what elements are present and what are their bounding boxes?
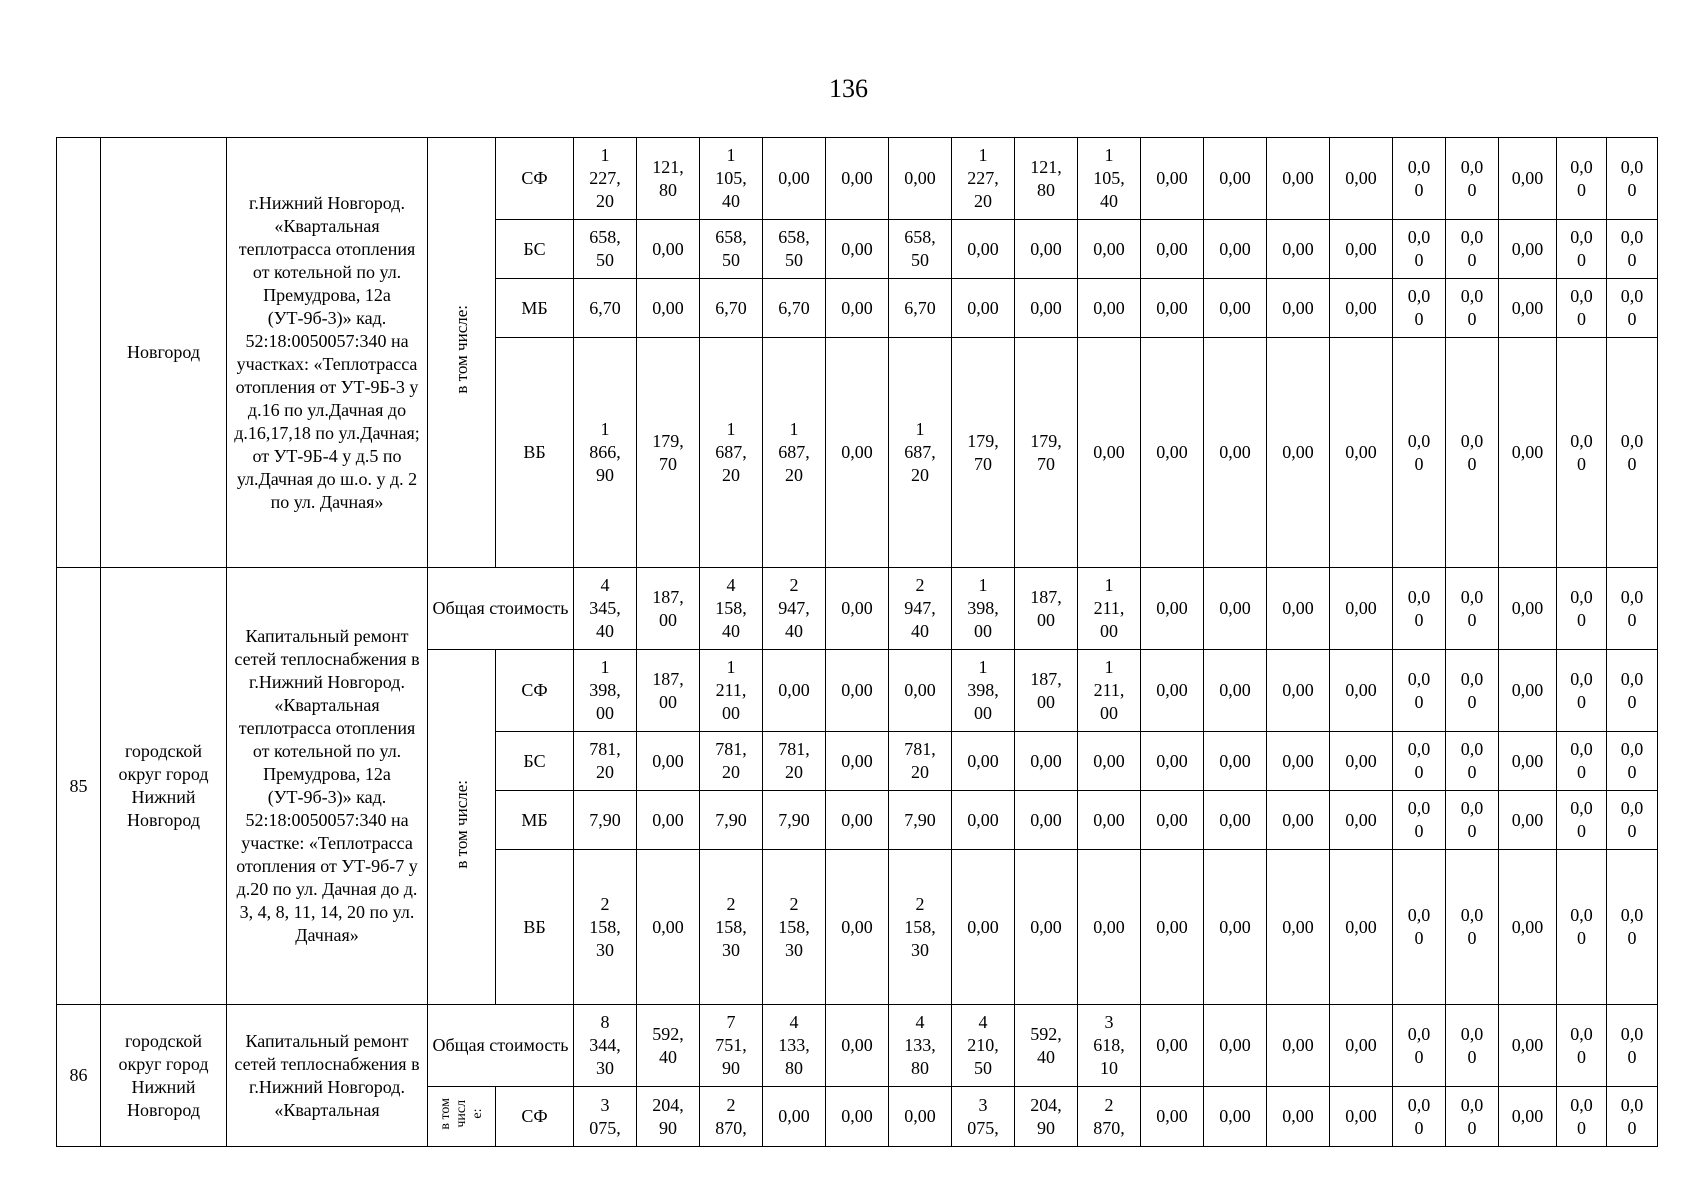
value-cell: 0,00: [1015, 791, 1078, 850]
value-cell: 0,00: [1330, 138, 1393, 220]
value-cell: 2 947, 40: [889, 568, 952, 650]
value-cell: 0,00: [1141, 338, 1204, 568]
value-cell: 0,0 0: [1446, 1005, 1499, 1087]
including-label-cell: [428, 138, 496, 568]
value-cell: 0,00: [1267, 138, 1330, 220]
value-cell: 0,00: [637, 279, 700, 338]
value-cell: 0,00: [1499, 279, 1557, 338]
including-label-cell: [428, 1087, 496, 1147]
total-cost-label: Общая стоимость: [428, 1005, 574, 1087]
value-cell: 0,00: [952, 220, 1015, 279]
value-cell: 0,00: [637, 732, 700, 791]
value-cell: 0,00: [1015, 279, 1078, 338]
value-cell: 658, 50: [574, 220, 637, 279]
value-cell: 0,0 0: [1393, 650, 1446, 732]
value-cell: 4 158, 40: [700, 568, 763, 650]
value-cell: 0,00: [826, 220, 889, 279]
value-cell: 187, 00: [1015, 650, 1078, 732]
value-cell: 187, 00: [637, 650, 700, 732]
value-cell: 0,0 0: [1557, 1005, 1607, 1087]
value-cell: 0,00: [1015, 220, 1078, 279]
value-cell: 781, 20: [889, 732, 952, 791]
value-cell: 0,00: [1499, 850, 1557, 1005]
value-cell: 1 211, 00: [1078, 568, 1141, 650]
value-cell: 0,00: [952, 732, 1015, 791]
total-cost-label: Общая стоимость: [428, 568, 574, 650]
value-cell: 0,00: [1204, 1087, 1267, 1147]
value-cell: 4 133, 80: [889, 1005, 952, 1087]
value-cell: 0,00: [763, 1087, 826, 1147]
value-cell: 0,0 0: [1607, 650, 1658, 732]
value-cell: 0,00: [826, 338, 889, 568]
value-cell: 0,00: [1499, 732, 1557, 791]
budget-table: [56, 137, 1658, 1147]
value-cell: 0,0 0: [1393, 138, 1446, 220]
region-cell: городской округ город Нижний Новгород: [101, 568, 227, 1005]
value-cell: 0,0 0: [1557, 568, 1607, 650]
value-cell: 0,00: [826, 138, 889, 220]
value-cell: 0,0 0: [1607, 138, 1658, 220]
value-cell: 187, 00: [1015, 568, 1078, 650]
value-cell: 0,00: [1141, 650, 1204, 732]
source-label: СФ: [496, 1087, 574, 1147]
value-cell: 0,00: [1204, 138, 1267, 220]
value-cell: 7,90: [889, 791, 952, 850]
value-cell: 0,00: [826, 650, 889, 732]
value-cell: 1 398, 00: [952, 650, 1015, 732]
value-cell: 0,0 0: [1393, 850, 1446, 1005]
value-cell: 658, 50: [889, 220, 952, 279]
value-cell: 0,00: [763, 138, 826, 220]
value-cell: 179, 70: [952, 338, 1015, 568]
value-cell: 0,0 0: [1446, 338, 1499, 568]
value-cell: 1 687, 20: [700, 338, 763, 568]
value-cell: 0,00: [1078, 850, 1141, 1005]
value-cell: 0,00: [1078, 279, 1141, 338]
value-cell: 0,00: [1330, 650, 1393, 732]
description-cell: г.Нижний Новгород. «Квартальная теплотрасса отопления от котельной по ул. Премудрова, 12а (УТ-9б-3)» кад. 52:18:0050057:340 на участках: «Теплотрасса отопления от УТ-9Б-3 у д.16 по ул.Дачная до д.16,17,18 по ул.Дачная; от УТ-9Б-4 у д.5 по ул.Дачная до ш.о. у д. 2 по ул. Дачная»: [227, 138, 428, 568]
value-cell: 0,00: [889, 138, 952, 220]
value-cell: 0,00: [1204, 850, 1267, 1005]
value-cell: 0,0 0: [1393, 791, 1446, 850]
value-cell: 179, 70: [1015, 338, 1078, 568]
value-cell: 0,00: [1078, 220, 1141, 279]
value-cell: 0,0 0: [1557, 1087, 1607, 1147]
value-cell: 658, 50: [763, 220, 826, 279]
value-cell: 7,90: [763, 791, 826, 850]
value-cell: 0,00: [1330, 1087, 1393, 1147]
value-cell: 2 158, 30: [574, 850, 637, 1005]
value-cell: 1 398, 00: [574, 650, 637, 732]
value-cell: 0,00: [637, 220, 700, 279]
value-cell: 7,90: [700, 791, 763, 850]
value-cell: 0,00: [1267, 650, 1330, 732]
value-cell: 0,00: [1204, 338, 1267, 568]
source-label: МБ: [496, 791, 574, 850]
value-cell: 0,00: [1204, 650, 1267, 732]
value-cell: 0,00: [826, 850, 889, 1005]
value-cell: 121, 80: [1015, 138, 1078, 220]
value-cell: 0,00: [1141, 732, 1204, 791]
value-cell: 0,0 0: [1557, 732, 1607, 791]
value-cell: 0,00: [1499, 1005, 1557, 1087]
value-cell: 0,00: [1499, 568, 1557, 650]
value-cell: 0,00: [1267, 338, 1330, 568]
source-label: МБ: [496, 279, 574, 338]
value-cell: 179, 70: [637, 338, 700, 568]
value-cell: 0,00: [952, 850, 1015, 1005]
value-cell: 0,0 0: [1393, 1087, 1446, 1147]
value-cell: 0,00: [1267, 732, 1330, 791]
value-cell: 0,00: [1267, 791, 1330, 850]
value-cell: 0,0 0: [1607, 279, 1658, 338]
value-cell: 4 210, 50: [952, 1005, 1015, 1087]
value-cell: 0,0 0: [1446, 850, 1499, 1005]
value-cell: 1 687, 20: [763, 338, 826, 568]
value-cell: 0,0 0: [1557, 220, 1607, 279]
value-cell: 0,0 0: [1557, 791, 1607, 850]
value-cell: 781, 20: [763, 732, 826, 791]
value-cell: 0,00: [1204, 220, 1267, 279]
value-cell: 0,00: [1141, 791, 1204, 850]
value-cell: 6,70: [889, 279, 952, 338]
source-label: ВБ: [496, 338, 574, 568]
value-cell: 0,0 0: [1607, 732, 1658, 791]
value-cell: 0,0 0: [1393, 568, 1446, 650]
region-cell: Новгород: [101, 138, 227, 568]
table-body: [57, 138, 1658, 1147]
source-label: СФ: [496, 650, 574, 732]
value-cell: 0,00: [1141, 1005, 1204, 1087]
value-cell: 2 947, 40: [763, 568, 826, 650]
value-cell: 0,00: [1078, 791, 1141, 850]
value-cell: 0,0 0: [1393, 338, 1446, 568]
value-cell: 1 105, 40: [1078, 138, 1141, 220]
row-number-cell: [57, 138, 101, 568]
value-cell: 658, 50: [700, 220, 763, 279]
value-cell: 2 158, 30: [700, 850, 763, 1005]
value-cell: 592, 40: [637, 1005, 700, 1087]
value-cell: 0,0 0: [1607, 568, 1658, 650]
value-cell: 0,00: [826, 568, 889, 650]
value-cell: 0,00: [826, 1087, 889, 1147]
value-cell: 7 751, 90: [700, 1005, 763, 1087]
value-cell: 1 211, 00: [700, 650, 763, 732]
value-cell: 4 133, 80: [763, 1005, 826, 1087]
value-cell: 592, 40: [1015, 1005, 1078, 1087]
value-cell: 0,00: [826, 732, 889, 791]
value-cell: 0,0 0: [1557, 338, 1607, 568]
value-cell: 0,00: [1141, 568, 1204, 650]
page-number: 136: [829, 74, 868, 103]
value-cell: 0,00: [1141, 279, 1204, 338]
value-cell: 0,00: [763, 650, 826, 732]
value-cell: 0,00: [1499, 220, 1557, 279]
value-cell: 0,00: [1499, 650, 1557, 732]
value-cell: 0,00: [1499, 791, 1557, 850]
value-cell: 0,00: [826, 279, 889, 338]
value-cell: 2 870,: [700, 1087, 763, 1147]
value-cell: 0,0 0: [1607, 791, 1658, 850]
source-label: ВБ: [496, 850, 574, 1005]
table-row: [57, 138, 1658, 220]
value-cell: 0,0 0: [1393, 279, 1446, 338]
value-cell: 0,00: [1330, 850, 1393, 1005]
value-cell: 0,00: [952, 791, 1015, 850]
value-cell: 0,0 0: [1446, 1087, 1499, 1147]
value-cell: 0,00: [1330, 338, 1393, 568]
value-cell: 0,00: [1267, 1005, 1330, 1087]
value-cell: 0,0 0: [1607, 338, 1658, 568]
value-cell: 0,0 0: [1557, 138, 1607, 220]
value-cell: 0,0 0: [1607, 1005, 1658, 1087]
table-row: [57, 568, 1658, 650]
value-cell: 0,0 0: [1393, 1005, 1446, 1087]
source-label: БС: [496, 220, 574, 279]
value-cell: 0,00: [889, 1087, 952, 1147]
value-cell: 0,00: [1267, 279, 1330, 338]
value-cell: 2 870,: [1078, 1087, 1141, 1147]
value-cell: 204, 90: [637, 1087, 700, 1147]
value-cell: 0,00: [1078, 732, 1141, 791]
value-cell: 0,00: [1204, 279, 1267, 338]
value-cell: 0,00: [1499, 1087, 1557, 1147]
value-cell: 0,0 0: [1446, 279, 1499, 338]
value-cell: 0,00: [1330, 791, 1393, 850]
value-cell: 2 158, 30: [889, 850, 952, 1005]
value-cell: 0,00: [637, 791, 700, 850]
value-cell: 4 345, 40: [574, 568, 637, 650]
description-cell: Капитальный ремонт сетей теплоснабжения в г.Нижний Новгород. «Квартальная теплотрасса отопления от котельной по ул. Премудрова, 12а (УТ-9б-3)» кад. 52:18:0050057:340 на участке: «Теплотрасса отопления от УТ-9б-7 у д.20 по ул. Дачная до д. 3, 4, 8, 11, 14, 20 по ул. Дачная»: [227, 568, 428, 1005]
row-number-cell: 85: [57, 568, 101, 1005]
value-cell: 0,00: [1204, 568, 1267, 650]
value-cell: 1 211, 00: [1078, 650, 1141, 732]
value-cell: 3 075,: [574, 1087, 637, 1147]
region-cell: городской округ город Нижний Новгород: [101, 1005, 227, 1147]
value-cell: 0,00: [1499, 338, 1557, 568]
value-cell: 781, 20: [574, 732, 637, 791]
value-cell: 0,0 0: [1557, 279, 1607, 338]
value-cell: 6,70: [763, 279, 826, 338]
source-label: СФ: [496, 138, 574, 220]
value-cell: 2 158, 30: [763, 850, 826, 1005]
value-cell: 0,00: [1330, 1005, 1393, 1087]
value-cell: 0,0 0: [1557, 650, 1607, 732]
value-cell: 0,00: [1330, 732, 1393, 791]
value-cell: 121, 80: [637, 138, 700, 220]
value-cell: 0,00: [826, 791, 889, 850]
value-cell: 0,00: [1267, 1087, 1330, 1147]
value-cell: 0,00: [1330, 568, 1393, 650]
value-cell: 0,00: [1330, 279, 1393, 338]
value-cell: 0,0 0: [1446, 732, 1499, 791]
row-number-cell: 86: [57, 1005, 101, 1147]
source-label: БС: [496, 732, 574, 791]
value-cell: 0,00: [1267, 850, 1330, 1005]
value-cell: 0,0 0: [1607, 1087, 1658, 1147]
value-cell: 1 398, 00: [952, 568, 1015, 650]
value-cell: 204, 90: [1015, 1087, 1078, 1147]
value-cell: 0,00: [1330, 220, 1393, 279]
value-cell: 0,0 0: [1607, 850, 1658, 1005]
value-cell: 1 866, 90: [574, 338, 637, 568]
value-cell: 1 227, 20: [574, 138, 637, 220]
value-cell: 7,90: [574, 791, 637, 850]
value-cell: 0,0 0: [1446, 220, 1499, 279]
value-cell: 0,00: [637, 850, 700, 1005]
value-cell: 0,00: [1078, 338, 1141, 568]
value-cell: 8 344, 30: [574, 1005, 637, 1087]
value-cell: 0,00: [1141, 1087, 1204, 1147]
table-row: [57, 1005, 1658, 1087]
value-cell: 6,70: [574, 279, 637, 338]
value-cell: 0,0 0: [1557, 850, 1607, 1005]
value-cell: 187, 00: [637, 568, 700, 650]
value-cell: 0,00: [1015, 850, 1078, 1005]
value-cell: 0,00: [1499, 138, 1557, 220]
value-cell: 0,00: [1141, 220, 1204, 279]
value-cell: 0,0 0: [1446, 568, 1499, 650]
value-cell: 0,0 0: [1393, 732, 1446, 791]
value-cell: 0,00: [1141, 138, 1204, 220]
including-label: в том числ е:: [437, 1097, 485, 1130]
value-cell: 0,00: [1267, 220, 1330, 279]
value-cell: 0,00: [952, 279, 1015, 338]
including-label: в том числе:: [452, 779, 471, 869]
value-cell: 3 075,: [952, 1087, 1015, 1147]
value-cell: 0,0 0: [1607, 220, 1658, 279]
value-cell: 0,0 0: [1393, 220, 1446, 279]
value-cell: 0,00: [1015, 732, 1078, 791]
including-label-cell: [428, 650, 496, 1005]
value-cell: 1 105, 40: [700, 138, 763, 220]
including-label: в том числе:: [452, 305, 471, 394]
description-cell: Капитальный ремонт сетей теплоснабжения в г.Нижний Новгород. «Квартальная: [227, 1005, 428, 1147]
value-cell: 0,00: [1267, 568, 1330, 650]
value-cell: 6,70: [700, 279, 763, 338]
value-cell: 0,00: [1204, 1005, 1267, 1087]
value-cell: 0,00: [1204, 791, 1267, 850]
value-cell: 781, 20: [700, 732, 763, 791]
value-cell: 0,0 0: [1446, 650, 1499, 732]
value-cell: 0,00: [889, 650, 952, 732]
value-cell: 0,0 0: [1446, 138, 1499, 220]
value-cell: 0,00: [826, 1005, 889, 1087]
value-cell: 1 227, 20: [952, 138, 1015, 220]
value-cell: 0,00: [1141, 850, 1204, 1005]
value-cell: 1 687, 20: [889, 338, 952, 568]
value-cell: 3 618, 10: [1078, 1005, 1141, 1087]
value-cell: 0,0 0: [1446, 791, 1499, 850]
value-cell: 0,00: [1204, 732, 1267, 791]
